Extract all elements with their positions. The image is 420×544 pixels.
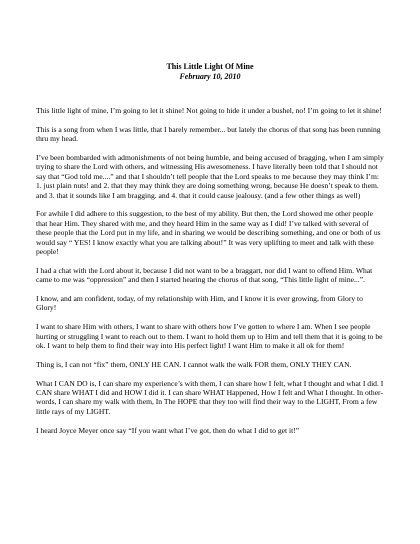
paragraph-9: What I CAN DO is, I can share my experience’s with them, I can share how I felt, what I thought and what I did. I CAN share WHAT I did and HOW I did it. I can share WHAT Happened, How I felt and What I thought. In other-words, I can share my walk with them, In The HOPE that they too will find their way to the LIGHT, From a few little rays of my LIGHT. — [36, 378, 384, 416]
paragraph-6: I know, and am confident, today, of my relationship with Him, and I know it is ever growing, from Glory to Glory! — [36, 294, 363, 313]
paragraph-1: This little light of mine, I’m going to let it shine! Not going to hide it under a bushel, no! I’m going to let it shine! — [36, 106, 382, 115]
paragraph-3: I’ve been bombarded with admonishments of not being humble, and being accused of bragging, when I am simply trying to share the Lord with others, and witnessing His awesomeness. I have literally been told that I should not say that “God told me....” and that I shouldn’t tell people that the Lord speaks to me because they may think I’m: 1. just plain nuts! and 2. that they may think they are doing something wrong, because He doesn’t speak to them. and 3. that it sounds like I am bragging. and 4. that it could cause jealousy. (and a few other things as well) — [36, 153, 384, 200]
document-title: This Little Light Of Mine — [166, 62, 254, 71]
paragraph-2: This is a song from when I was little, that I barely remember... but lately the chorus of that song has been running thru my head. — [36, 124, 381, 144]
document-date: February 10, 2010 — [179, 72, 241, 81]
paragraph-10: I heard Joyce Meyer once say “If you want what I’ve got, then do what I did to get it!” — [36, 425, 300, 435]
paragraph-7: I want to share Him with others, I want to share with others how I’ve gotten to where I am. When I see people hurting or struggling I want to reach out to them. I want to hold them up to Him and tell them that it is going to be ok. I want to help them to find their way into His perfect light! I want Him to make it all ok for them! — [36, 322, 383, 351]
paragraph-5: I had a chat with the Lord about it, because I did not want to be a braggart, nor did I want to offend Him. What came to me was “oppression” and then I started hearing the chorus of that song, “This little light of mine...”. — [36, 265, 373, 285]
paragraph-8: Thing is, I can not “fix” them, ONLY HE CAN. I cannot walk the walk FOR them, ONLY THEY CAN. — [36, 359, 352, 369]
paragraph-4: For awhile I did adhere to this suggestion, to the best of my ability. But then, the Lord showed me other people that hear Him. They shared with me, and they heard Him in the same way as I did! I’ve talked with several of these people that the Lord put in my life, and in sharing we would be describing something, and one or both of us would say “ YES! I know exactly what you are talking about!” It was very uplifting to meet and talk with these people! — [36, 209, 381, 257]
